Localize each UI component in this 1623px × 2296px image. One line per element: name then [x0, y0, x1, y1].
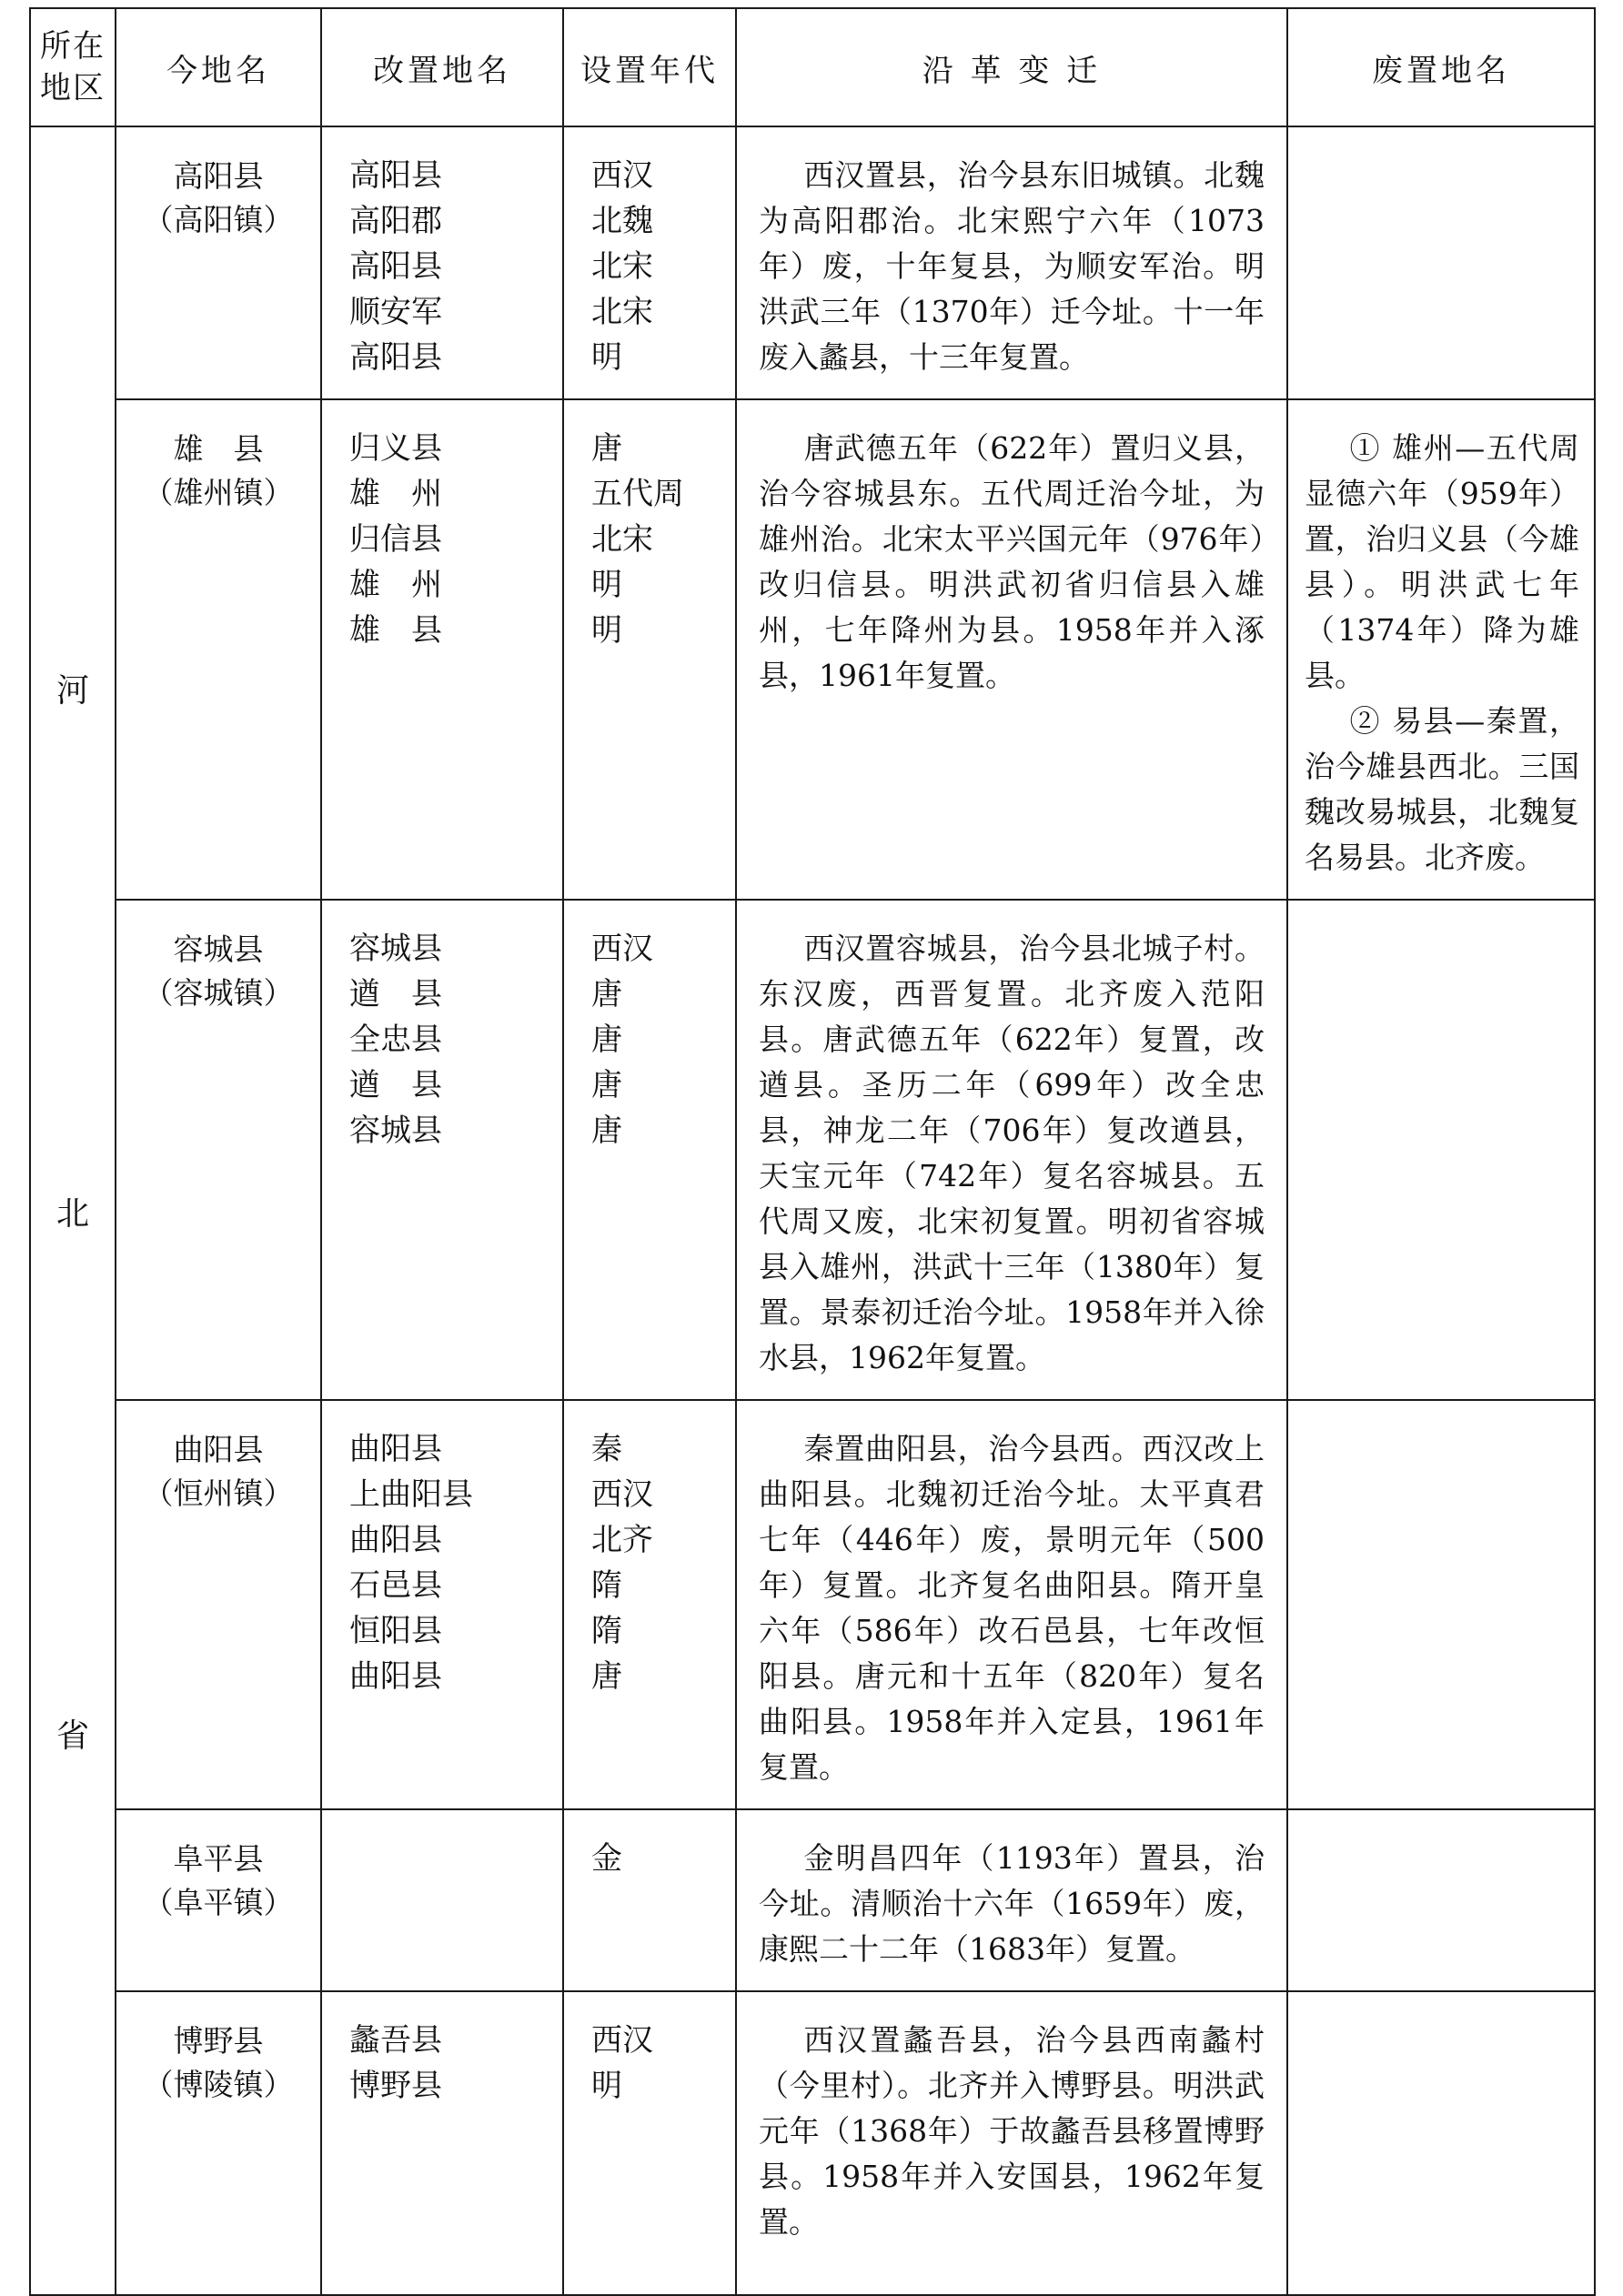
abolished-cell [1287, 1991, 1595, 2295]
era-name: 北宋 [591, 248, 653, 285]
county-seat: （容城镇） [143, 975, 294, 1011]
changed-names-cell [321, 399, 563, 900]
era-name: 西汉 [591, 931, 653, 967]
abolished-cell [1287, 126, 1595, 399]
changed-name: 归义县 [349, 430, 442, 467]
county-seat: （雄州镇） [143, 475, 294, 510]
era-name: 北宋 [591, 294, 653, 330]
history-text: 唐武德五年（622年）置归义县，治今容城县东。五代周迁治今址，为雄州治。北宋太平兴国元年（976年）改归信县。明洪武初省归信县入雄州，七年降州为县。1958年并入涿县，1961年复置。 [759, 430, 1265, 693]
era-name: 西汉 [591, 2022, 653, 2059]
changed-name: 雄 县 [349, 612, 442, 649]
changed-name: 归信县 [349, 521, 442, 558]
changed-names-cell [321, 1809, 563, 1991]
county-seat: （博陵镇） [143, 2067, 294, 2102]
era-name: 金 [591, 1840, 622, 1877]
established-cell [563, 126, 736, 399]
established-cell [563, 1400, 736, 1809]
era-name: 西汉 [591, 157, 653, 194]
era-name: 明 [591, 339, 622, 376]
header-today-name: 今地名 [116, 8, 321, 126]
history-text: 西汉置蠡吾县，治今县西南蠡村（今里村）。北齐并入博野县。明洪武元年（1368年）于故蠡吾县移置博野县。1958年并入安国县，1962年复置。 [759, 2022, 1265, 2240]
header-established: 设置年代 [563, 8, 736, 126]
gazetteer-sheet [29, 7, 1596, 2296]
era-name: 北魏 [591, 203, 653, 239]
table-row [30, 1991, 1595, 2295]
county-seat: （高阳镇） [143, 202, 294, 237]
county-name: 曲阳县 [173, 1432, 264, 1467]
established-cell [563, 1991, 736, 2295]
established-cell [563, 900, 736, 1400]
changed-name: 高阳县 [349, 157, 442, 194]
changed-name: 高阳郡 [349, 203, 442, 239]
header-region-line2: 地区 [40, 70, 106, 106]
era-name: 唐 [591, 1658, 622, 1695]
history-cell [736, 1809, 1287, 1991]
era-name: 明 [591, 567, 622, 603]
county-seat: （阜平镇） [143, 1885, 294, 1920]
changed-names-cell [321, 126, 563, 399]
history-text: 西汉置县，治今县东旧城镇。北魏为高阳郡治。北宋熙宁六年（1073年）废，十年复县，为顺安军治。明洪武三年（1370年）迁今址。十一年废入蠡县，十三年复置。 [759, 157, 1265, 375]
changed-name: 顺安军 [349, 294, 442, 330]
today-name-cell [116, 1400, 321, 1809]
changed-name: 上曲阳县 [349, 1476, 473, 1513]
established-cell [563, 1809, 736, 1991]
changed-name: 曲阳县 [349, 1431, 442, 1467]
county-name: 容城县 [173, 931, 264, 967]
today-name-cell [116, 1991, 321, 2295]
header-history: 沿 革 变 迁 [736, 8, 1287, 126]
abolished-cell [1287, 399, 1595, 900]
changed-name: 遒 县 [349, 976, 442, 1012]
table-row [30, 1809, 1595, 1991]
era-name: 唐 [591, 976, 622, 1012]
changed-name: 容城县 [349, 931, 442, 967]
region-cell [30, 126, 116, 2295]
era-name: 唐 [591, 1022, 622, 1058]
region-char: 河 [55, 672, 89, 710]
history-cell [736, 399, 1287, 900]
header-region [30, 8, 116, 126]
changed-name: 曲阳县 [349, 1658, 442, 1695]
era-name: 明 [591, 612, 622, 649]
history-cell [736, 1400, 1287, 1809]
era-name: 西汉 [591, 1476, 653, 1513]
changed-names-cell [321, 1991, 563, 2295]
county-name: 雄 县 [173, 431, 264, 467]
table-row [30, 399, 1595, 900]
changed-name: 雄 州 [349, 476, 442, 512]
changed-names-cell [321, 900, 563, 1400]
table-row [30, 900, 1595, 1400]
era-name: 隋 [591, 1567, 622, 1604]
today-name-cell [116, 900, 321, 1400]
era-name: 唐 [591, 430, 622, 467]
table-row [30, 1400, 1595, 1809]
changed-name: 容城县 [349, 1113, 442, 1149]
gazetteer-table [29, 7, 1596, 2296]
abolished-cell [1287, 1400, 1595, 1809]
header-changed-names: 改置地名 [321, 8, 563, 126]
changed-name: 雄 州 [349, 567, 442, 603]
changed-name: 遒 县 [349, 1067, 442, 1103]
changed-name: 高阳县 [349, 339, 442, 376]
county-name: 高阳县 [173, 158, 264, 194]
changed-name: 恒阳县 [349, 1613, 442, 1649]
table-row [30, 126, 1595, 399]
era-name: 北宋 [591, 521, 653, 558]
today-name-cell [116, 126, 321, 399]
region-char: 北 [55, 1194, 89, 1233]
header-region-line1: 所在 [40, 28, 106, 65]
era-name: 隋 [591, 1613, 622, 1649]
changed-names-cell [321, 1400, 563, 1809]
history-cell [736, 126, 1287, 399]
county-name: 博野县 [173, 2023, 264, 2059]
era-name: 唐 [591, 1067, 622, 1103]
changed-name: 高阳县 [349, 248, 442, 285]
changed-name: 全忠县 [349, 1022, 442, 1058]
era-name: 北齐 [591, 1522, 653, 1558]
era-name: 明 [591, 2068, 622, 2104]
era-name: 唐 [591, 1113, 622, 1149]
region-char: 省 [55, 1717, 89, 1755]
county-seat: （恒州镇） [143, 1475, 294, 1511]
abolished-note: ① 雄州—五代周显德六年（959年）置，治归义县（今雄县）。明洪武七年（1374年）降为雄县。 [1305, 430, 1579, 693]
changed-name: 曲阳县 [349, 1522, 442, 1558]
era-name: 秦 [591, 1431, 622, 1467]
history-text: 秦置曲阳县，治今县西。西汉改上曲阳县。北魏初迁治今址。太平真君七年（446年）废，景明元年（500年）复置。北齐复名曲阳县。隋开皇六年（586年）改石邑县，七年改恒阳县。唐元和十五年（820年）复名曲阳县。1958年并入定县，1961年复置。 [759, 1431, 1265, 1785]
abolished-cell [1287, 1809, 1595, 1991]
changed-name: 蠡吾县 [349, 2022, 442, 2059]
county-name: 阜平县 [173, 1841, 264, 1877]
history-cell [736, 900, 1287, 1400]
abolished-note: ② 易县—秦置，治今雄县西北。三国魏改易城县，北魏复名易县。北齐废。 [1305, 703, 1579, 875]
changed-name: 博野县 [349, 2068, 442, 2104]
abolished-cell [1287, 900, 1595, 1400]
today-name-cell [116, 1809, 321, 1991]
header-abolished: 废置地名 [1287, 8, 1595, 126]
era-name: 五代周 [591, 476, 684, 512]
history-text: 金明昌四年（1193年）置县，治今址。清顺治十六年（1659年）废，康熙二十二年（1683年）复置。 [759, 1840, 1265, 1967]
history-text: 西汉置容城县，治今县北城子村。东汉废，西晋复置。北齐废入范阳县。唐武德五年（622年）复置，改遒县。圣历二年（699年）改全忠县，神龙二年（706年）复改遒县，天宝元年（742年）复名容城县。五代周又废，北宋初复置。明初省容城县入雄州，洪武十三年（1380年）复置。景泰初迁治今址。1958年并入徐水县，1962年复置。 [759, 931, 1265, 1375]
history-cell [736, 1991, 1287, 2295]
changed-name: 石邑县 [349, 1567, 442, 1604]
today-name-cell [116, 399, 321, 900]
established-cell [563, 399, 736, 900]
region-name [31, 665, 115, 1757]
header-row [30, 8, 1595, 126]
